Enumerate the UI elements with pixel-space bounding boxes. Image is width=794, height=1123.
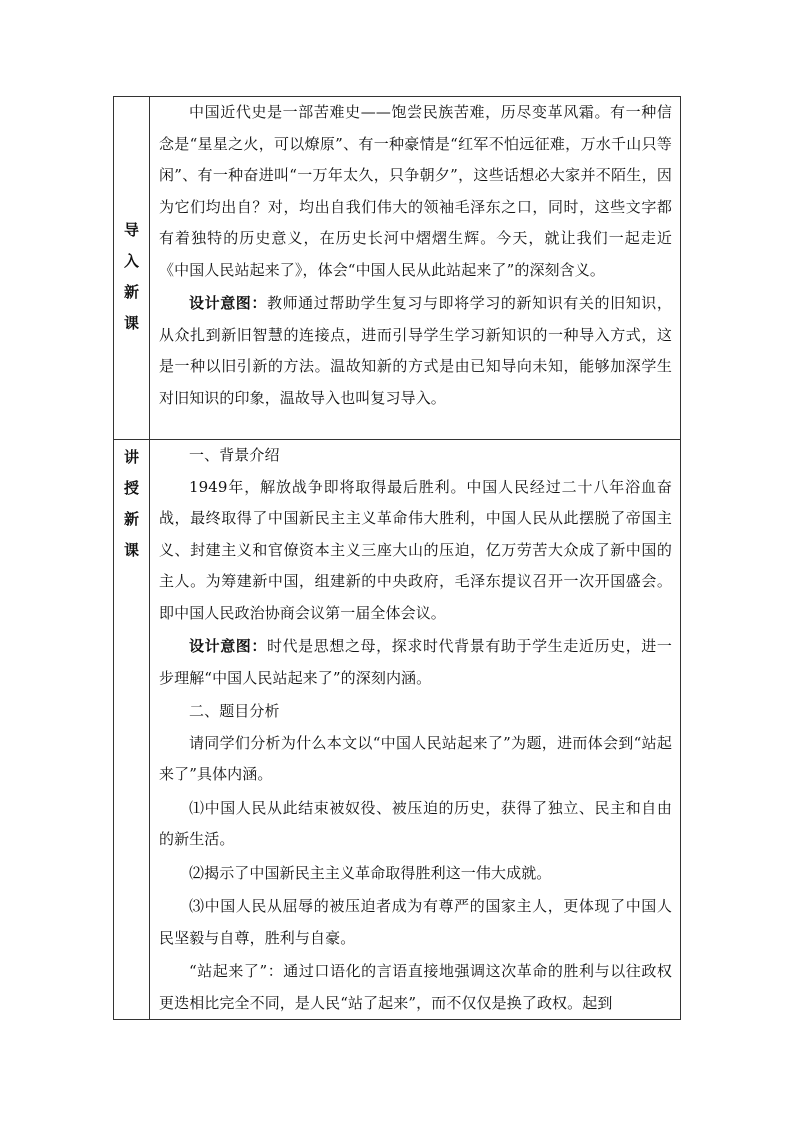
teaching-section-label — [114, 440, 149, 566]
teaching-content-cell — [150, 440, 681, 1020]
closing-paragraph: “站起来了”：通过口语化的言语直接地强调这次革命的胜利与以往政权更迭相比完全不同，是人民“站了起来”，而不仅仅是换了政权。起到 — [159, 962, 672, 1012]
lesson-plan-table — [113, 96, 681, 1020]
teaching-design-label: 设计意图： — [189, 637, 267, 655]
teaching-label-cell — [114, 440, 150, 1020]
teaching-row — [114, 440, 681, 1020]
intro-label-char-4: 课 — [123, 314, 139, 332]
teaching-label-char-3: 新 — [123, 510, 139, 528]
intro-row — [114, 97, 681, 440]
teaching-label-char-4: 课 — [123, 541, 139, 559]
intro-label-char-3: 新 — [123, 283, 139, 301]
intro-paragraph: 中国近代史是一部苦难史——饱尝民族苦难，历尽变革风霜。有一种信念是“星星之火，可以燎原”、有一种豪情是“红军不怕远征难，万水千山只等闲”、有一种奋进叫“一万年太久，只争朝夕”，这些话想必大家并不陌生，因为它们均出自？对，均出自我们伟大的领袖毛泽东之口，同时，这些文字都有着独特的历史意义，在历史长河中熠熠生辉。今天，就让我们一起走近《中国人民站起来了》，体会“中国人民从此站起来了”的深刻含义。 — [159, 103, 672, 279]
background-heading: 一、背景介绍 — [189, 446, 280, 464]
intro-design-label: 设计意图： — [189, 294, 267, 312]
teaching-design-intent — [159, 631, 672, 694]
title-analysis-heading: 二、题目分析 — [189, 702, 280, 720]
analysis-point-2: ⑵揭示了中国新民主主义革命取得胜利这一伟大成就。 — [189, 863, 552, 882]
teaching-design-text: 时代是思想之母，探求时代背景有助于学生走近历史，进一步理解“中国人民站起来了”的深刻内涵。 — [159, 637, 672, 687]
intro-content-cell — [150, 97, 681, 440]
intro-label-cell — [114, 97, 150, 440]
analysis-point-1: ⑴中国人民从此结束被奴役、被压迫的历史，获得了独立、民主和自由的新生活。 — [159, 798, 672, 848]
teaching-label-char-1: 讲 — [123, 448, 139, 466]
intro-section-label — [114, 197, 149, 339]
title-analysis-question: 请同学们分析为什么本文以“中国人民站起来了”为题，进而体会到“站起来了”具体内涵。 — [159, 733, 672, 783]
intro-label-char-2: 入 — [123, 252, 139, 270]
analysis-point-3: ⑶中国人民从屈辱的被压迫者成为有尊严的国家主人，更体现了中国人民坚毅与自尊，胜利与自豪。 — [159, 897, 672, 947]
intro-label-char-1: 导 — [123, 221, 139, 239]
intro-design-text: 教师通过帮助学生复习与即将学习的新知识有关的旧知识，从众扎到新旧智慧的连接点，进而引导学生学习新知识的一种导入方式，这是一种以旧引新的方法。温故知新的方式是由已知导向未知，能够加深学生对旧知识的印象，温故导入也叫复习导入。 — [159, 294, 672, 407]
background-paragraph: 1949年，解放战争即将取得最后胜利。中国人民经过二十八年浴血奋战，最终取得了中国新民主主义革命伟大胜利，中国人民从此摆脱了帝国主义、封建主义和官僚资本主义三座大山的压迫，亿万劳苦大众成了新中国的主人。为筹建新中国，组建新的中央政府，毛泽东提议召开一次开国盛会。即中国人民政治协商会议第一届全体会议。 — [159, 477, 672, 622]
teaching-label-char-2: 授 — [123, 479, 139, 497]
intro-design-intent — [159, 288, 672, 414]
